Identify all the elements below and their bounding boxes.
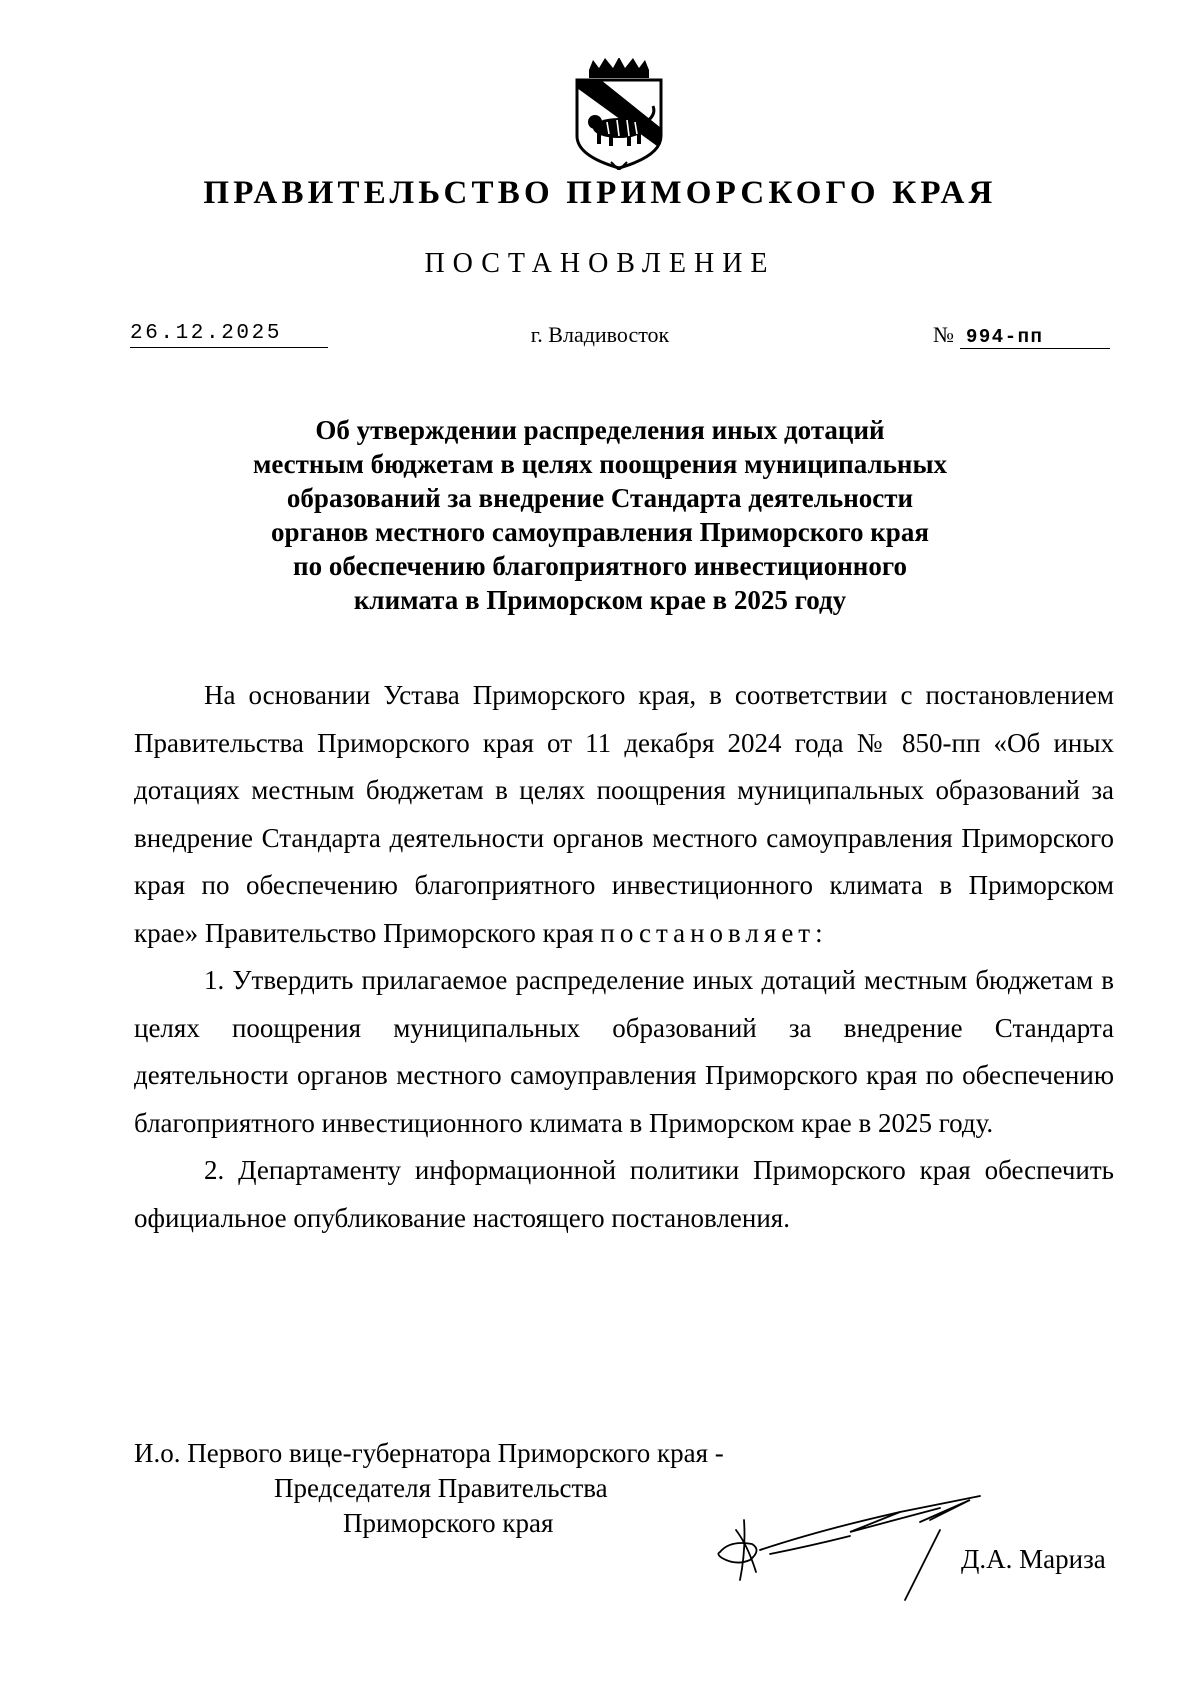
document-meta-row [0, 322, 1200, 362]
heading-line: по обеспечению благоприятного инвестиционного [293, 551, 907, 581]
heading-line: местным бюджетам в целях поощрения муниципальных [252, 449, 948, 479]
heading-line: климата в Приморском крае в 2025 году [353, 585, 847, 615]
signer-name: Д.А. Мариза [961, 1544, 1106, 1574]
document-number-block [933, 322, 1113, 349]
document-date: 26.12.2025 [130, 322, 328, 348]
document-type: ПОСТАНОВЛЕНИЕ [424, 248, 776, 279]
number-sign: № [933, 322, 954, 347]
signer-position-line: И.о. Первого вице-губернатора Приморского края - [134, 1438, 724, 1468]
heading-line: образований за внедрение Стандарта деятельности [286, 483, 914, 513]
preamble-text: На основании Устава Приморского края, в соответствии с постановлением Правительства Приморского края от 11 декабря 2024 года № 850-пп «Об иных дотациях местным бюджетам в целях поощрения муниципальных образований за внедрение Стандарта деятельности органов местного самоуправления Приморского края по обеспечению благоприятного инвестиционного климата в Приморском крае» Правительство Приморского края [134, 680, 1114, 948]
document-city: г. Владивосток [530, 322, 670, 347]
document-body [134, 672, 1114, 1242]
signer-position-line: Председателя Правительства [274, 1473, 608, 1503]
coat-of-arms-icon [567, 58, 671, 170]
heading-line: органов местного самоуправления Приморского края [271, 517, 929, 547]
resolves-word: постановляет: [600, 917, 828, 948]
government-title: ПРАВИТЕЛЬСТВО ПРИМОРСКОГО КРАЯ [203, 175, 997, 211]
document-heading [0, 413, 1200, 617]
document-number: 994-пп [960, 326, 1110, 349]
item-1-paragraph: 1. Утвердить прилагаемое распределение иных дотаций местным бюджетам в целях поощрения муниципальных образований за внедрение Стандарта деятельности органов местного самоуправления Приморского края по обеспечению благоприятного инвестиционного климата в Приморском крае в 2025 году. [134, 965, 1114, 1138]
preamble-paragraph [134, 672, 1114, 957]
heading-line: Об утверждении распределения иных дотаций [315, 415, 885, 445]
item-2-paragraph: 2. Департаменту информационной политики Приморского края обеспечить официальное опубликование настоящего постановления. [134, 1155, 1114, 1233]
handwritten-signature [700, 1460, 1000, 1620]
signer-position-line: Приморского края [343, 1508, 554, 1538]
